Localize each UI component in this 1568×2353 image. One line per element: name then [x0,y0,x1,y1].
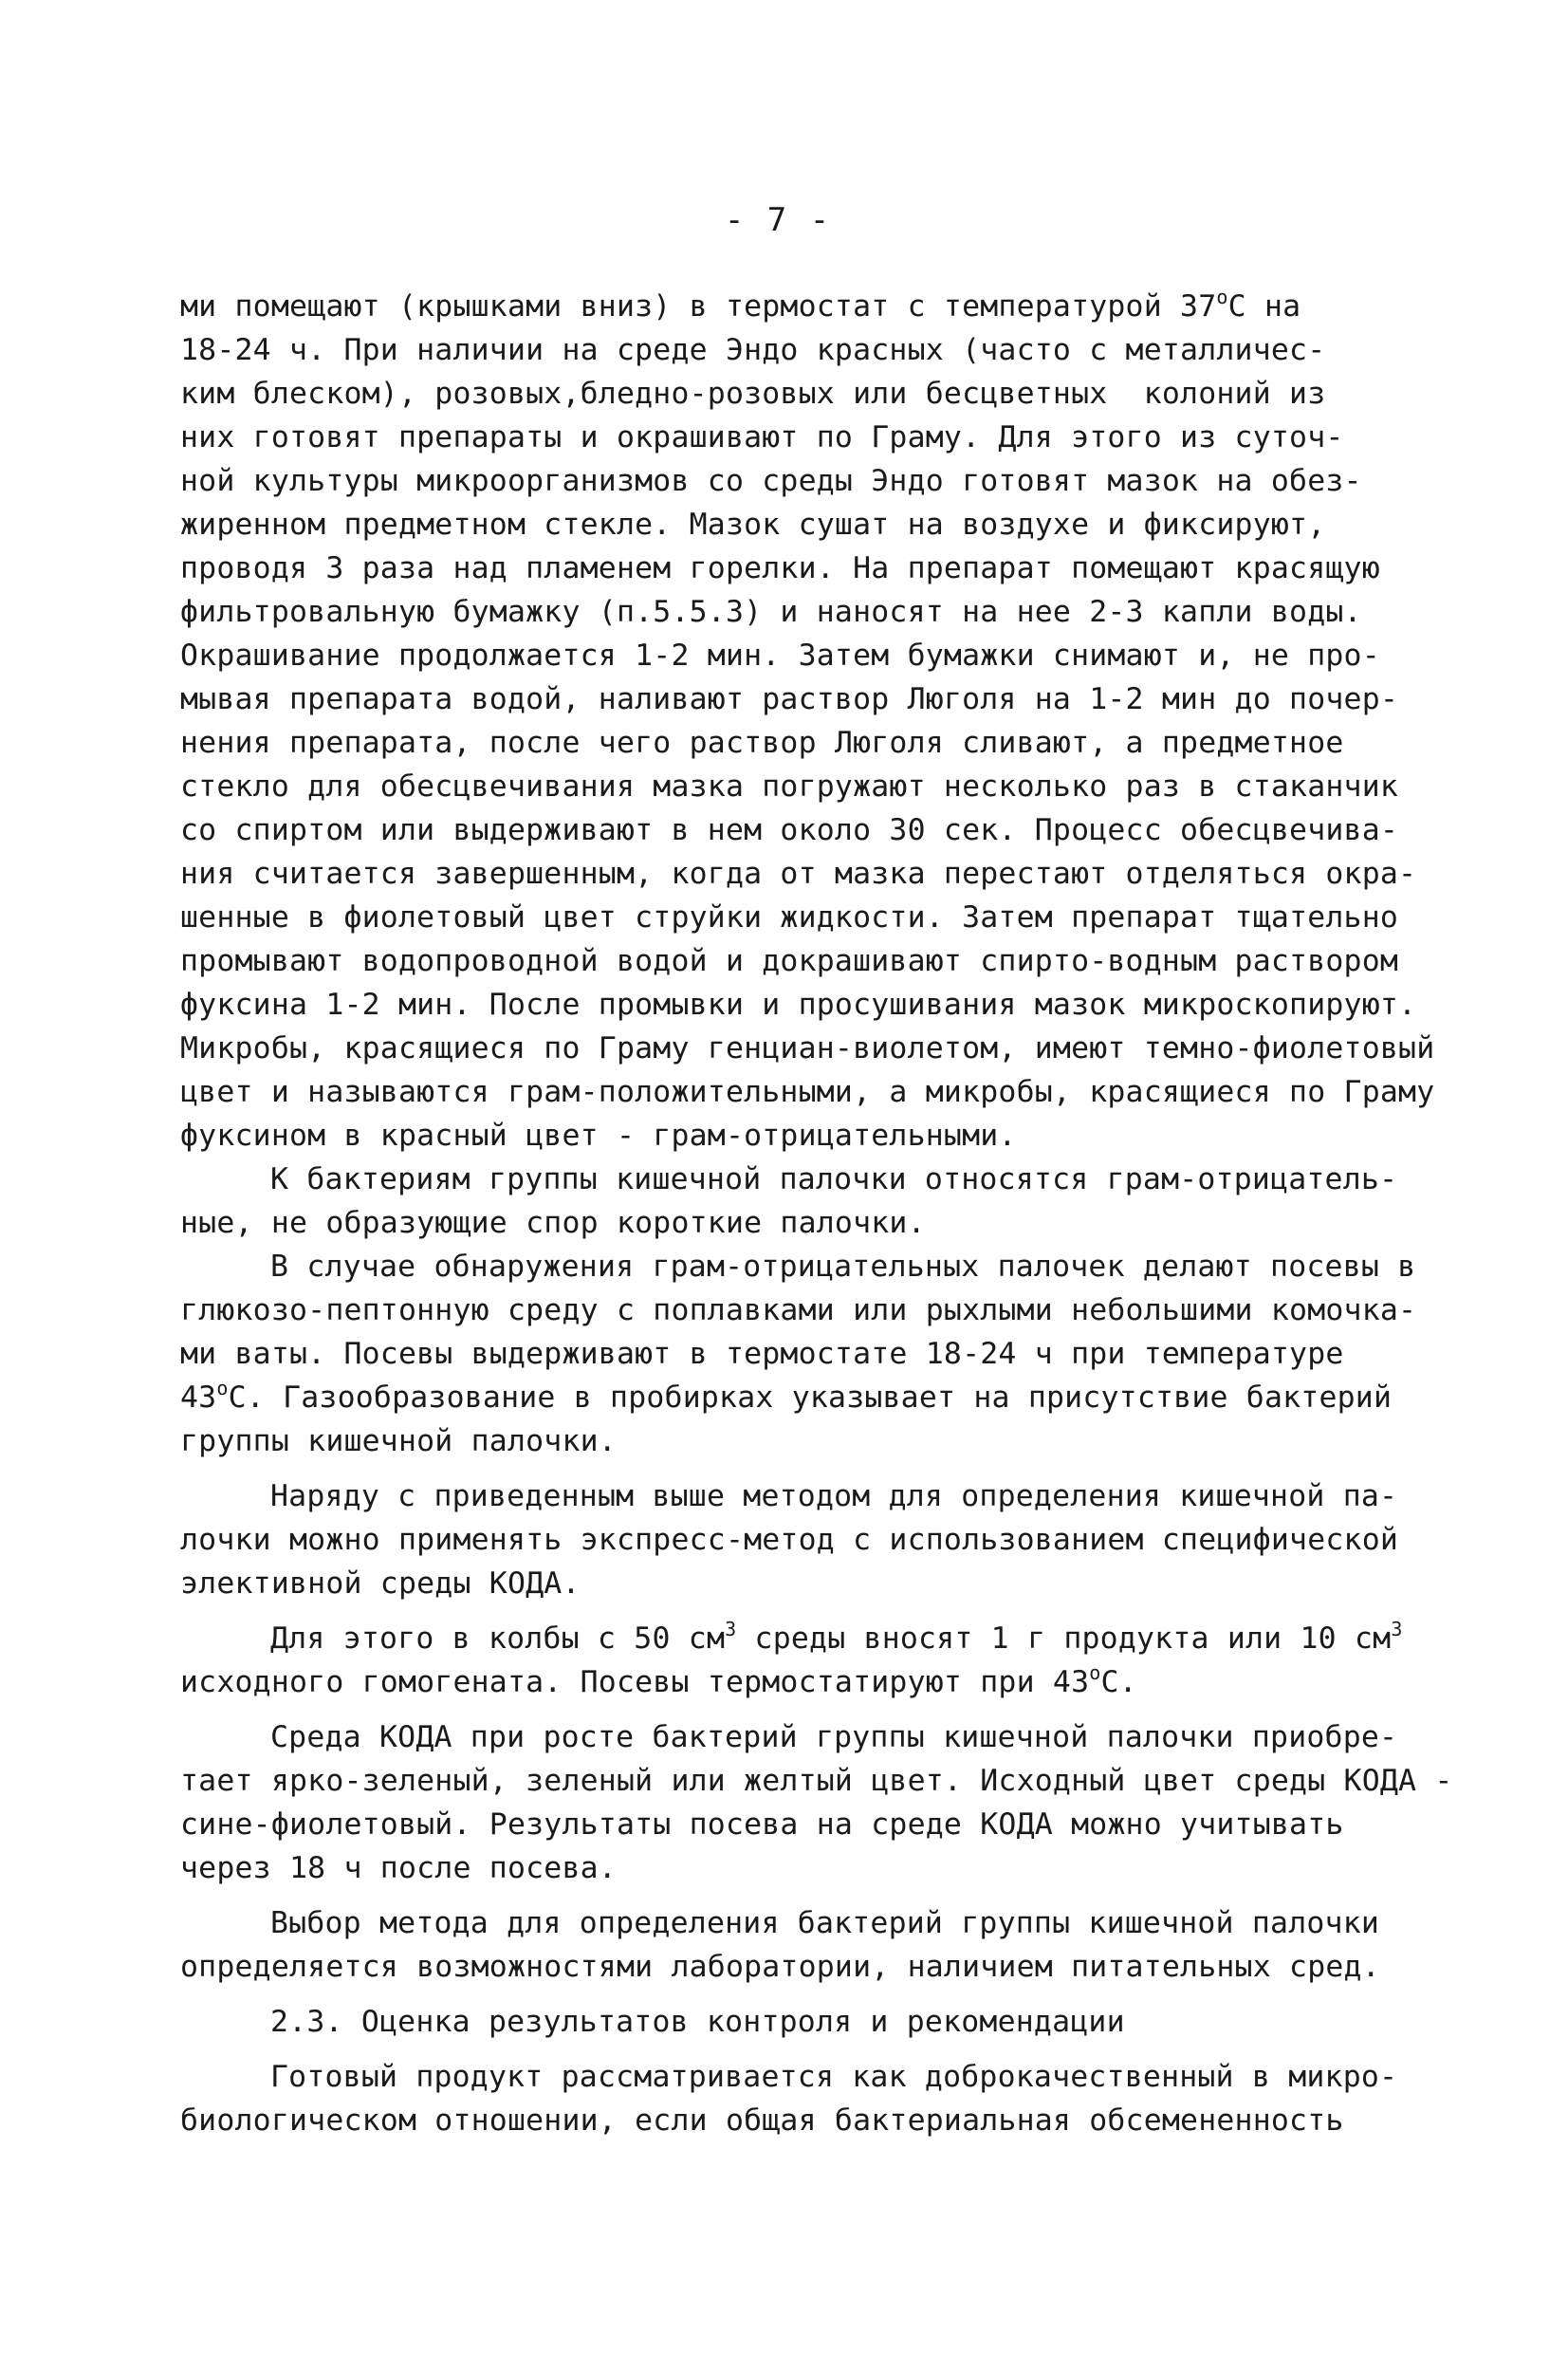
text-line: через 18 ч после посева. [180,1851,617,1885]
text-line: биологическом отношении, если общая бактериальная обсемененность [180,2103,1344,2138]
text-line: ми помещают (крышками вниз) в термостат с температурой $37^оС$ на [180,285,1301,324]
text-line: 18-24 ч. При наличии на среде Эндо красных (часто с металличес- [180,333,1326,367]
text-line: фильтровальную бумажку (п.5.5.3) и наносят на нее 2-3 капли воды. [180,595,1362,629]
text-line: фуксином в красный цвет - грам-отрицательными. [180,1119,1017,1153]
body-text [180,285,1453,2142]
text-line: со спиртом или выдерживают в нем около 30 сек. Процесс обесцвечива- [180,813,1399,847]
text-line: ким блеском), розовых,бледно-розовых или бесцветных колоний из [180,377,1326,411]
page-number: - 7 - [724,201,832,239]
text-line: ния считается завершенным, когда от мазка перестают отделяться окра- [180,857,1417,891]
text-line: жиренном предметном стекле. Мазок сушат на воздухе и фиксируют, [180,508,1326,542]
text-line: шенные в фиолетовый цвет струйки жидкости. Затем препарат тщательно [180,900,1399,935]
paragraph-start-line: Готовый продукт рассматривается как доброкачественный в микро- [270,2060,1398,2094]
text-line: ной культуры микроорганизмов со среды Эндо готовят мазок на обез- [180,464,1362,498]
text-line: определяется возможностями лаборатории, наличием питательных сред. [180,1950,1380,1984]
text-line: элективной среды КОДА. [180,1566,581,1601]
text-line: проводя 3 раза над пламенем горелки. На препарат помещают красящую [180,551,1380,585]
text-line: группы кишечной палочки. [180,1424,617,1458]
text-line: исходного гомогената. Посевы термостатируют при $43^оС$. [180,1660,1137,1699]
text-line: тает ярко-зеленый, зеленый или желтый цвет. Исходный цвет среды КОДА - [180,1764,1453,1798]
text-line: мывая препарата водой, наливают раствор Люголя на 1-2 мин до почер- [180,682,1399,716]
text-line: ми ваты. Посевы выдерживают в термостате 18-24 ч при температуре [180,1337,1344,1371]
text-line: нения препарата, после чего раствор Люголя сливают, а предметное [180,726,1344,760]
paragraph-start-line: К бактериям группы кишечной палочки относятся грам-отрицатель- [270,1162,1398,1196]
text-line: лочки можно применять экспресс-метод с использованием специфической [180,1523,1399,1557]
text-line: Окрашивание продолжается 1-2 мин. Затем бумажки снимают и, не про- [180,639,1380,673]
text-line: них готовят препараты и окрашивают по Граму. Для этого из суточ- [180,420,1344,454]
text-line: фуксина 1-2 мин. После промывки и просушивания мазок микроскопируют. [180,988,1417,1022]
text-line: стекло для обесцвечивания мазка погружают несколько раз в стаканчик [180,769,1399,804]
text-line: $43^оС$. Газообразование в пробирках указывает на присутствие бактерий [180,1376,1393,1415]
paragraph-start-line: Выбор метода для определения бактерий группы кишечной палочки [270,1906,1380,1940]
section-heading: 2.3. Оценка результатов контроля и рекомендации [270,2005,1125,2039]
paragraph-start-line: Наряду с приведенным выше методом для определения кишечной па- [270,1479,1398,1513]
text-line: Микробы, красящиеся по Граму генциан-виолетом, имеют темно-фиолетовый [180,1031,1435,1065]
paragraph-start-line: Среда КОДА при росте бактерий группы кишечной палочки приобре- [270,1720,1398,1754]
text-line: промывают водопроводной водой и докрашивают спирто-водным раствором [180,944,1399,978]
text-line: сине-фиолетовый. Результаты посева на среде КОДА можно учитывать [180,1807,1344,1842]
paragraph-start-line: В случае обнаружения грам-отрицательных палочек делают посевы в [270,1250,1416,1284]
text-line: цвет и называются грам-положительными, а микробы, красящиеся по Граму [180,1075,1435,1109]
paragraph-start-line: Для этого в колбы с 50 $см^3$ среды вносят 1 г продукта или 10 $см^3$ [270,1617,1403,1656]
text-line: ные, не образующие спор короткие палочки. [180,1206,926,1240]
text-line: глюкозо-пептонную среду с поплавками или рыхлыми небольшими комочка- [180,1293,1417,1327]
